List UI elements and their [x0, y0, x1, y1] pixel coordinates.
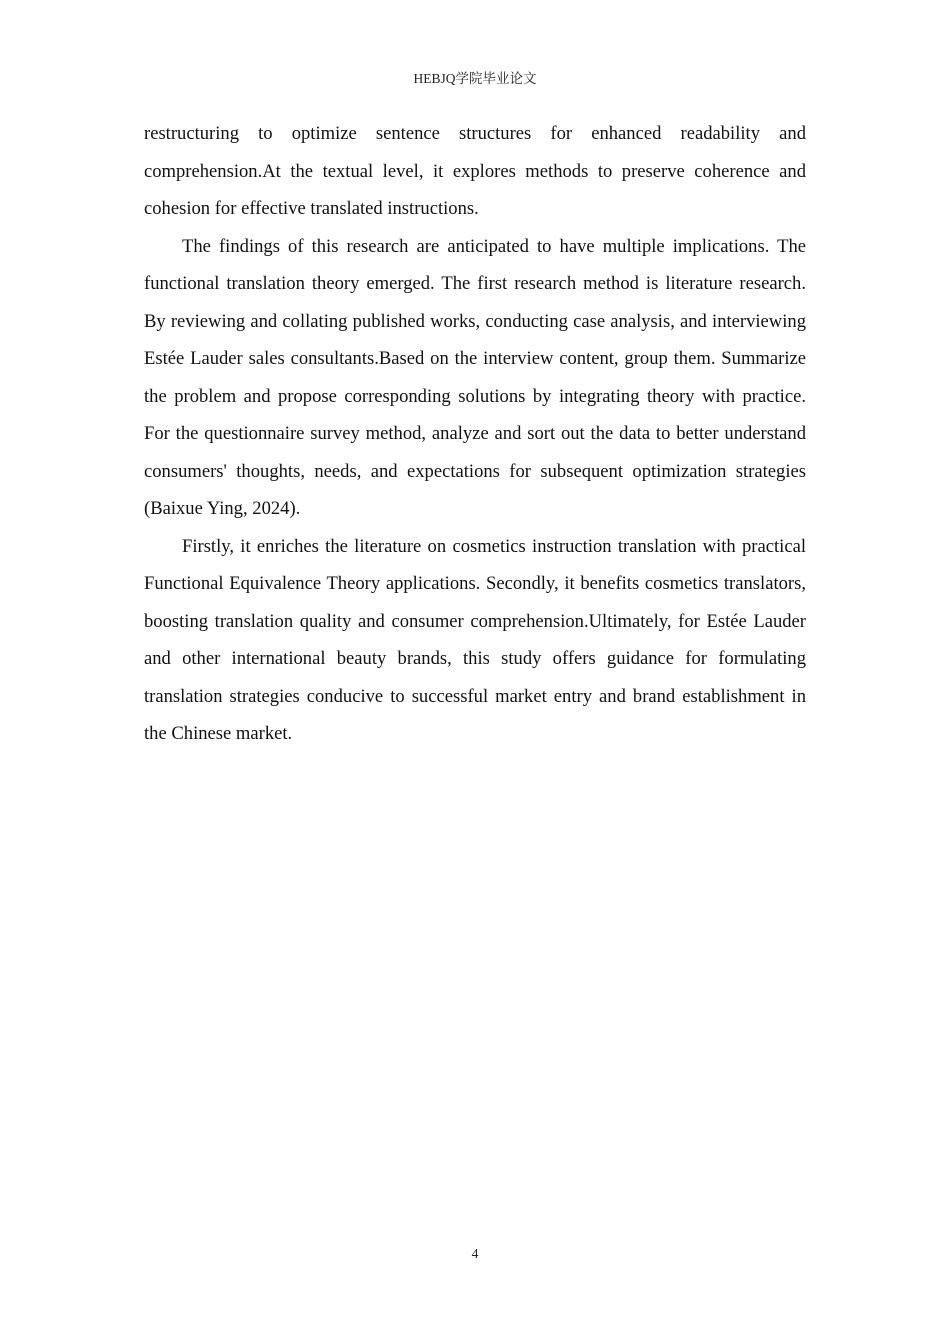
page-number: 4	[471, 1246, 479, 1261]
running-header: HEBJQ学院毕业论文	[413, 71, 537, 86]
paragraph-implications: Firstly, it enriches the literature on cosmetics instruction translation with practical Functional Equivalence Theory applications. Secondly, it benefits cosmetics translators, boosting translation quality and consumer comprehension.Ultimately, for Estée Lauder and other international beauty brands, this study offers guidance for formulating translation strategies conducive to successful market entry and brand establishment in the Chinese market.	[144, 535, 806, 744]
paragraph-findings: The findings of this research are anticipated to have multiple implications. The functional translation theory emerged. The first research method is literature research. By reviewing and collating published works, conducting case analysis, and interviewing Estée Lauder sales consultants.Based on the interview content, group them. Summarize the problem and propose corresponding solutions by integrating theory with practice. For the questionnaire survey method, analyze and sort out the data to better understand consumers' thoughts, needs, and expectations for subsequent optimization strategies (Baixue Ying, 2024).	[144, 235, 806, 519]
paragraph-continuation: restructuring to optimize sentence structures for enhanced readability and comprehension.At the textual level, it explores methods to preserve coherence and cohesion for effective translated instructions.	[144, 123, 806, 219]
body-text	[144, 115, 806, 753]
